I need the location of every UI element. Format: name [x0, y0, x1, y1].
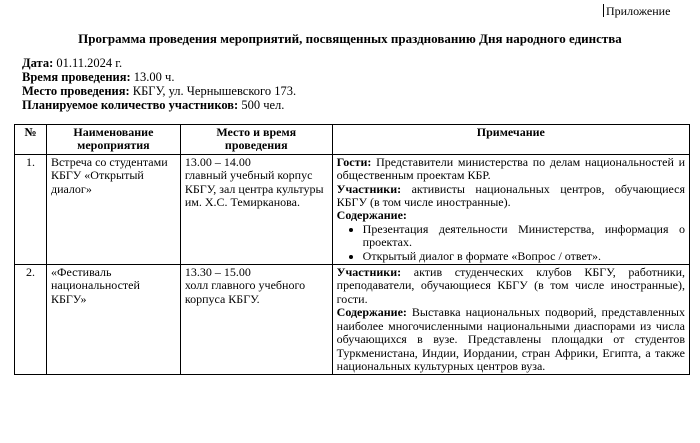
row-num: 2. — [15, 265, 47, 375]
guests-text: Представители министерства по делам национальностей и общественным проектам КБР. — [336, 154, 686, 183]
row-place — [180, 265, 332, 375]
participants-text: активисты национальных центров, обучающиеся КБГУ (в том числе иностранные). — [336, 181, 686, 210]
header-num: № — [15, 125, 47, 155]
note-content — [337, 209, 685, 222]
participants-label: Участники: — [336, 181, 402, 196]
meta-participants-value: 500 чел. — [241, 98, 285, 112]
note-participants — [337, 183, 685, 210]
row-num: 1. — [15, 154, 47, 264]
note-participants — [337, 266, 685, 306]
table-row — [15, 265, 690, 375]
header-note: Примечание — [332, 125, 689, 155]
meta-participants — [22, 98, 284, 112]
content-text: Выставка национальных подворий, представленных наиболее многочисленными национальными диаспорами из числа обучающихся в вузе. Представлены площадки от студентов Туркменистана, Индии, Иордании, стран Африки, Египта, а также национальных культурных центров вуза. — [336, 305, 685, 373]
row-time: 13.30 – 15.00 — [184, 265, 251, 280]
participants-text: актив студенческих клубов КБГУ, работники, преподаватели, обучающиеся КБГУ (в том числе иностранные), гости. — [336, 265, 686, 306]
row-event-name: «Фестиваль национальностей КБГУ» — [46, 265, 180, 375]
row-place-text: главный учебный корпус КБГУ, зал центра культуры им. Х.С. Темирканова. — [184, 168, 324, 210]
row-time: 13.00 – 14.00 — [184, 154, 251, 169]
meta-time-value: 13.00 ч. — [133, 70, 175, 84]
row-place-text: холл главного учебного корпуса КБГУ. — [184, 278, 306, 306]
meta-date-value: 01.11.2024 г. — [56, 56, 123, 70]
meta-place-value: КБГУ, ул. Чернышевского 173. — [132, 84, 297, 98]
guests-label: Гости: — [336, 154, 372, 169]
note-content — [337, 306, 685, 373]
table-header-row — [15, 125, 690, 155]
participants-label: Участники: — [336, 265, 402, 280]
content-label: Содержание: — [336, 305, 407, 320]
meta-date-label: Дата: — [22, 56, 54, 70]
meta-participants-label: Планируемое количество участников: — [22, 98, 239, 112]
content-label: Содержание: — [336, 208, 407, 223]
row-event-name: Встреча со студентами КБГУ «Открытый диалог» — [46, 154, 180, 264]
table-row — [15, 154, 690, 264]
header-place: Место и время проведения — [180, 125, 332, 155]
meta-place — [22, 84, 296, 98]
appendix-label: Приложение — [603, 4, 670, 19]
document-title: Программа проведения мероприятий, посвященных празднованию Дня народного единства — [78, 31, 622, 46]
meta-time — [22, 70, 174, 84]
row-place — [180, 154, 332, 264]
header-name: Наименование мероприятия — [46, 125, 180, 155]
program-table — [14, 124, 690, 375]
meta-date — [22, 56, 122, 70]
meta-time-label: Время проведения: — [22, 70, 131, 84]
row-note — [332, 265, 689, 375]
note-guests — [337, 156, 685, 183]
list-item: • Открытый диалог в формате «Вопрос / ответ». — [363, 250, 685, 263]
row-note — [332, 154, 689, 264]
text-cursor — [603, 4, 604, 17]
list-item: • Презентация деятельности Министерства, информация о проектах. — [363, 223, 685, 250]
meta-place-label: Место проведения: — [22, 84, 130, 98]
content-list — [337, 223, 685, 263]
